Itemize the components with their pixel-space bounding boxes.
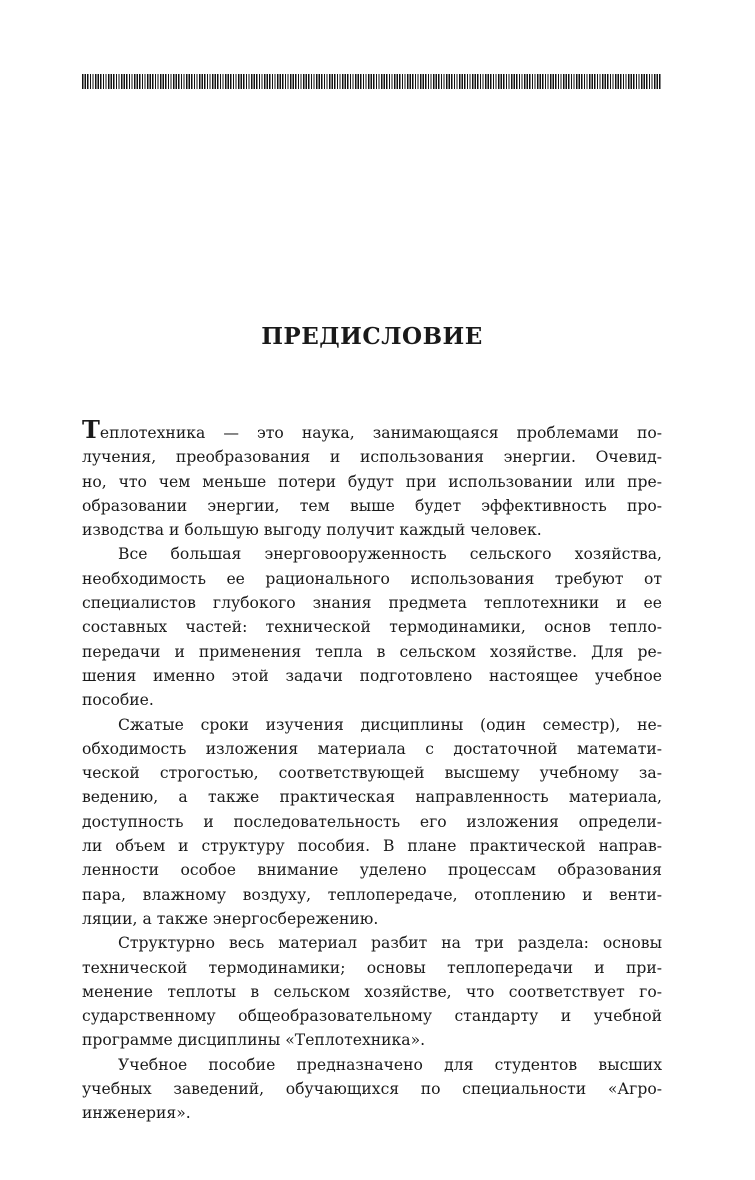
text-line: ческой строгостью, соответствующей высшему учебному за-	[82, 764, 662, 783]
text-line: Структурно весь материал разбит на три раздела: основы	[118, 934, 662, 953]
text-line: специалистов глубокого знания предмета теплотехники и ее	[82, 594, 662, 613]
text-line: шения именно этой задачи подготовлено настоящее учебное	[82, 666, 662, 685]
paragraph-1	[82, 415, 662, 542]
drop-cap: Т	[82, 415, 100, 444]
text-line: учебных заведений, обучающихся по специальности «Агро-	[82, 1080, 662, 1099]
text-line: Все большая энерговооруженность сельского хозяйства,	[118, 545, 662, 564]
text-line: изводства и большую выгоду получит каждый человек.	[82, 521, 542, 540]
paragraph-5	[82, 1053, 662, 1126]
page-title: ПРЕДИСЛОВИЕ	[261, 323, 483, 350]
text-line: технической термодинамики; основы теплопередачи и при-	[82, 958, 662, 977]
text-line: менение теплоты в сельском хозяйстве, что соответствует го-	[82, 982, 662, 1001]
paragraph-2	[82, 542, 662, 712]
text-line: лучения, преобразования и использования энергии. Очевид-	[82, 448, 662, 467]
text-line: ведению, а также практическая направленность материала,	[82, 788, 662, 807]
text-line: но, что чем меньше потери будут при использовании или пре-	[82, 472, 662, 491]
text-line: ленности особое внимание уделено процессам образования	[82, 861, 662, 880]
header-ornament-rule	[82, 74, 662, 89]
text-line: передачи и применения тепла в сельском хозяйстве. Для ре-	[82, 642, 662, 661]
text-line: пособие.	[82, 691, 154, 710]
text-line: составных частей: технической термодинамики, основ тепло-	[82, 618, 662, 637]
preface-body	[82, 415, 662, 1126]
text-line: ли объем и структуру пособия. В плане практической направ-	[82, 837, 662, 856]
text-line: обходимость изложения материала с достаточной математи-	[82, 739, 662, 758]
paragraph-3	[82, 713, 662, 932]
text-line: программе дисциплины «Теплотехника».	[82, 1031, 426, 1050]
text-line: образовании энергии, тем выше будет эффективность про-	[82, 496, 662, 515]
text-line: Сжатые сроки изучения дисциплины (один семестр), не-	[118, 715, 662, 734]
text-line: пара, влажному воздуху, теплопередаче, отоплению и венти-	[82, 885, 662, 904]
text-line: инженерия».	[82, 1104, 191, 1123]
paragraph-4	[82, 931, 662, 1052]
text-line: Теплотехника — это наука, занимающаяся проблемами по-	[82, 415, 662, 444]
text-line: необходимость ее рационального использования требуют от	[82, 569, 662, 588]
text-line: сударственному общеобразовательному стандарту и учебной	[82, 1007, 662, 1026]
text-line: Учебное пособие предназначено для студентов высших	[118, 1055, 662, 1074]
text-line: доступность и последовательность его изложения определи-	[82, 812, 662, 831]
text-line: ляции, а также энергосбережению.	[82, 909, 379, 928]
